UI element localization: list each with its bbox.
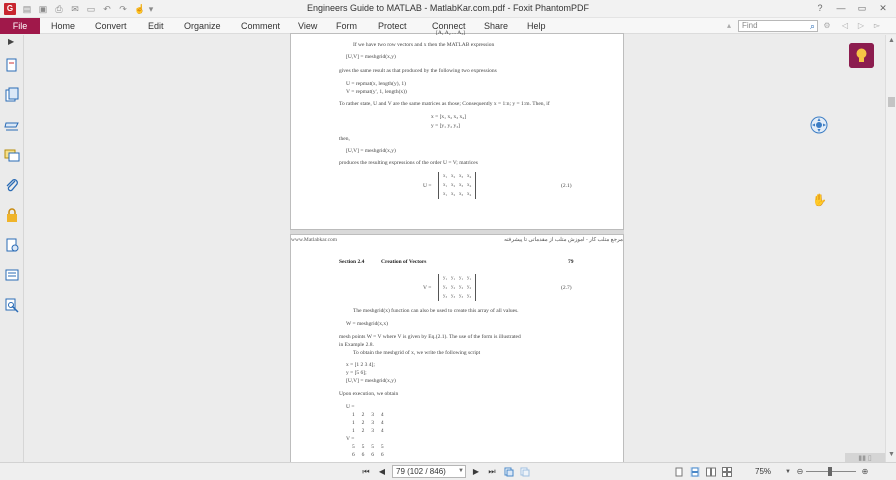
zoom-slider-thumb[interactable]	[828, 467, 832, 476]
tab-file[interactable]: File	[0, 18, 40, 34]
pdf-page-78	[290, 30, 624, 230]
title-bar	[0, 0, 896, 18]
page-text: [U,V] = meshgrid(x,y)	[346, 378, 396, 384]
matrix-v	[438, 274, 476, 301]
comments-icon[interactable]	[4, 147, 20, 163]
page-text: U =	[346, 404, 355, 410]
page-text: [U,V] = meshgrid(x,y)	[346, 148, 396, 154]
scroll-up-icon[interactable]: ▲	[888, 37, 895, 44]
zoom-dropdown-icon[interactable]: ▼	[785, 469, 791, 475]
tab-comment[interactable]: Comment	[241, 21, 281, 31]
matrix-row: x₁ x₂ x₃ x₄	[443, 183, 472, 188]
print-icon[interactable]: ⎙	[55, 4, 63, 14]
tab-organize[interactable]: Organize	[184, 21, 221, 31]
next-view-icon[interactable]: ▷	[857, 21, 865, 30]
page-number-input[interactable]	[392, 465, 466, 478]
pdf-page-79	[290, 234, 624, 464]
hand-tool-icon[interactable]: ☝	[134, 4, 146, 14]
tab-home[interactable]: Home	[51, 21, 76, 31]
page-indicator: 79 (102 / 846)	[396, 467, 446, 476]
page-text: in Example 2.8.	[339, 342, 374, 348]
find-placeholder: Find	[742, 21, 758, 30]
page-header-left: www.Matlabkar.com	[291, 237, 338, 243]
document-view[interactable]	[25, 30, 885, 462]
section-title: Creation of Vectors	[381, 259, 427, 265]
find-input[interactable]	[738, 20, 818, 32]
last-view-icon[interactable]: ▻	[873, 21, 881, 30]
zoom-out-icon[interactable]: ⊖	[796, 467, 804, 476]
page-text: If we have two row vectors and x then the MATLAB expression	[353, 42, 495, 48]
attachments-icon[interactable]	[4, 177, 20, 193]
search-settings-icon[interactable]: ⚙	[823, 21, 831, 30]
search-icon[interactable]: ⌕	[809, 21, 815, 31]
page-text: y = [5 6];	[346, 370, 367, 376]
page-text: The meshgrid(x) function can also be used to create this array of all values.	[353, 308, 519, 314]
page-text: [U,V] = meshgrid(x,y)	[346, 54, 396, 60]
facing-view-icon[interactable]	[706, 467, 716, 477]
previous-view-status-icon[interactable]	[504, 467, 514, 477]
security-lock-icon[interactable]	[4, 207, 20, 223]
page-dropdown-icon[interactable]: ▼	[458, 468, 464, 474]
page-text: then,	[339, 136, 350, 142]
page-text: 6 6 6 6	[352, 452, 384, 458]
first-page-icon[interactable]: ⏮	[362, 467, 370, 476]
matrix-row: y₁ y₁ y₁ y₁	[443, 276, 472, 281]
status-bar	[0, 462, 896, 480]
lightbulb-assistant-icon[interactable]	[849, 43, 874, 68]
page-text: produces the resulting expressions of the order U = V; matrices	[339, 160, 478, 166]
page-text: gives the same result as that produced by the following two expressions	[339, 68, 497, 74]
bookmarks-icon[interactable]	[4, 87, 20, 103]
fullscreen-toggle-icon[interactable]: ▮▮ ▯	[845, 453, 885, 464]
window-title: Engineers Guide to MATLAB - MatlabKar.com.pdf - Foxit PhantomPDF	[307, 3, 589, 13]
page-text: Upon execution, we obtain	[339, 391, 399, 397]
continuous-facing-view-icon[interactable]	[722, 467, 732, 477]
page-text: W = meshgrid(x,x)	[346, 321, 388, 327]
scrollbar-thumb[interactable]	[888, 97, 895, 107]
page-text: mesh points W = V where V is given by Eq.(2.1). The use of the form is illustrated	[339, 334, 521, 340]
help-window-button[interactable]: ?	[817, 3, 823, 13]
matrix-row: x₁ x₂ x₃ x₄	[443, 192, 472, 197]
next-page-icon[interactable]: ▶	[472, 467, 480, 476]
continuous-view-icon[interactable]	[690, 467, 700, 477]
pan-navigator-icon[interactable]	[810, 116, 828, 134]
single-page-view-icon[interactable]	[674, 467, 684, 477]
customize-dropdown-icon[interactable]: ▾	[148, 4, 154, 14]
page-text: [A₁ A₂ ... A₃]	[436, 30, 465, 36]
page-text: U = repmat(x, length(y), 1)	[346, 81, 406, 87]
layers-icon[interactable]	[4, 117, 20, 133]
page-text: y = [y₁ y₂ y₃]	[431, 123, 461, 129]
tab-view[interactable]: View	[298, 21, 318, 31]
matrix-label: V =	[423, 285, 432, 291]
matrix-row: y₂ y₂ y₂ y₂	[443, 285, 472, 290]
navigation-panel	[0, 35, 24, 462]
signatures-icon[interactable]	[4, 237, 20, 253]
equation-number: (2.7)	[561, 285, 572, 291]
page-text: 1 2 3 4	[352, 412, 384, 418]
hand-cursor-icon: ✋	[812, 193, 827, 207]
matrix-row: x₁ x₂ x₃ x₄	[443, 174, 472, 179]
page-text: 1 2 3 4	[352, 428, 384, 434]
page-text: x = [1 2 3 4];	[346, 362, 375, 368]
undo-icon[interactable]: ↶	[103, 4, 111, 14]
next-view-status-icon[interactable]	[520, 467, 530, 477]
content-icon[interactable]	[4, 267, 20, 283]
maximize-button[interactable]: ▭	[857, 3, 867, 13]
vertical-scrollbar[interactable]	[885, 35, 896, 462]
close-button[interactable]: ✕	[879, 3, 887, 13]
destinations-icon[interactable]	[4, 297, 20, 313]
page-text: x = [x₁ x₂ x₃ x₄]	[431, 114, 467, 120]
section-number: Section 2.4	[339, 259, 365, 265]
tab-share[interactable]: Share	[484, 21, 509, 31]
page-text: V =	[346, 436, 355, 442]
save-icon[interactable]: ▣	[38, 4, 48, 14]
tab-protect[interactable]: Protect	[378, 21, 407, 31]
page-text: To obtain the meshgrid of x, we write the following script	[353, 350, 481, 356]
matrix-label: U =	[423, 183, 432, 189]
tab-connect[interactable]: Connect	[432, 21, 466, 31]
tab-convert[interactable]: Convert	[95, 21, 127, 31]
collapse-ribbon-icon[interactable]: ▴	[726, 21, 731, 30]
minimize-button[interactable]: —	[836, 3, 846, 13]
page-text: 1 2 3 4	[352, 420, 384, 426]
open-folder-icon[interactable]: ▤	[22, 4, 32, 14]
previous-view-icon[interactable]: ◁	[841, 21, 849, 30]
previous-page-icon[interactable]: ◀	[378, 467, 386, 476]
email-icon[interactable]: ✉	[71, 4, 79, 14]
page-text: To rather state, U and V are the same matrices as those; Consequently x = 1:n; y = 1:m. Then, if	[339, 101, 550, 107]
zoom-level[interactable]: 75%	[755, 467, 772, 476]
expand-panel-icon[interactable]: ▶	[8, 37, 15, 46]
scroll-down-icon[interactable]: ▼	[888, 451, 895, 458]
page-text: 5 5 5 5	[352, 444, 384, 450]
zoom-in-icon[interactable]: ⊕	[861, 467, 869, 476]
tab-edit[interactable]: Edit	[148, 21, 164, 31]
tab-help[interactable]: Help	[527, 21, 546, 31]
pages-icon[interactable]	[4, 57, 20, 73]
matrix-row: y₃ y₃ y₃ y₃	[443, 294, 472, 299]
last-page-icon[interactable]: ⏭	[488, 467, 496, 476]
matrix-u	[438, 172, 476, 199]
redo-icon[interactable]: ↷	[119, 4, 127, 14]
page-text: V = repmat(y', 1, length(x))	[346, 89, 407, 95]
page-header-right: مرجع متلب کار - اموزش متلب از مقدماتی تا پیشرفته	[504, 237, 623, 243]
tab-form[interactable]: Form	[336, 21, 357, 31]
foxit-logo-icon[interactable]: G	[4, 3, 16, 15]
new-document-icon[interactable]: ▭	[86, 4, 96, 14]
equation-number: (2.1)	[561, 183, 572, 189]
page-number: 79	[568, 259, 574, 265]
